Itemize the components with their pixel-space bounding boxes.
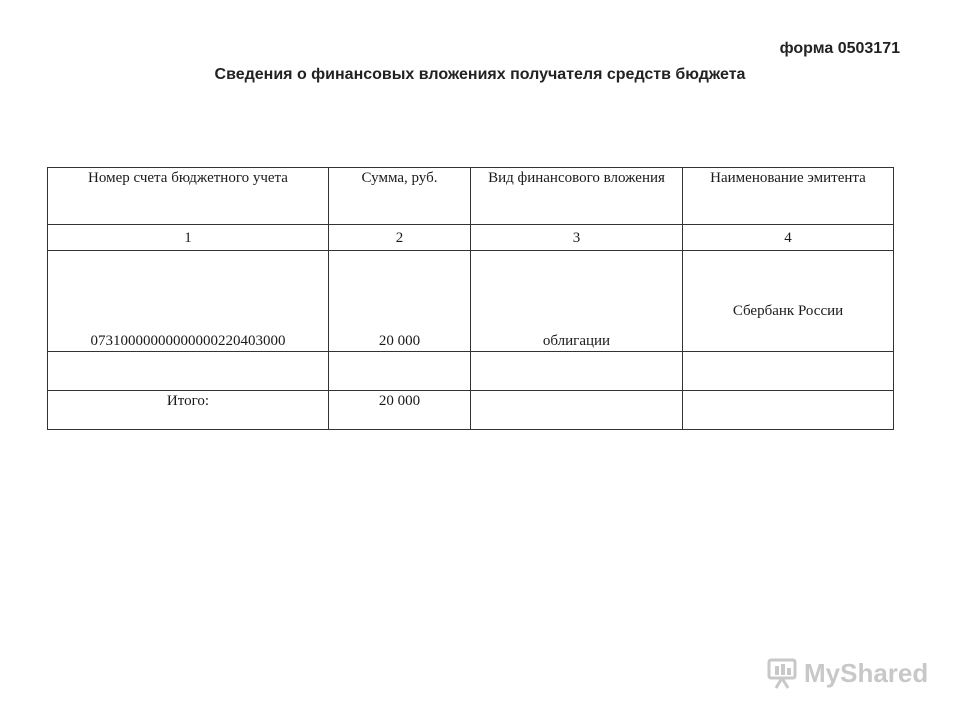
header-issuer: Наименование эмитента	[683, 168, 894, 225]
table-header-row	[48, 168, 894, 225]
column-number: 3	[471, 225, 683, 251]
watermark-text: MyShared	[804, 657, 929, 688]
form-number: форма 0503171	[779, 40, 900, 57]
total-row	[48, 391, 894, 430]
header-investment-type: Вид финансового вложения	[471, 168, 683, 225]
column-number: 4	[683, 225, 894, 251]
empty-cell	[683, 391, 894, 430]
empty-cell	[48, 352, 329, 391]
column-number: 2	[329, 225, 471, 251]
column-number: 1	[48, 225, 329, 251]
total-amount: 20 000	[329, 391, 471, 430]
empty-cell	[683, 352, 894, 391]
table-row	[48, 251, 894, 352]
total-label: Итого:	[48, 391, 329, 430]
presentation-icon	[766, 656, 798, 690]
investment-type-cell: облигации	[471, 251, 683, 352]
account-number-cell: 07310000000000000220403000	[48, 251, 329, 352]
issuer-cell: Сбербанк России	[683, 251, 894, 352]
empty-cell	[471, 352, 683, 391]
empty-row	[48, 352, 894, 391]
document-title: Сведения о финансовых вложениях получателя средств бюджета	[214, 66, 746, 83]
financial-investments-table	[47, 167, 894, 430]
empty-cell	[471, 391, 683, 430]
amount-cell: 20 000	[329, 251, 471, 352]
column-number-row	[48, 225, 894, 251]
watermark	[766, 656, 928, 690]
header-account: Номер счета бюджетного учета	[48, 168, 329, 225]
header-amount: Сумма, руб.	[329, 168, 471, 225]
empty-cell	[329, 352, 471, 391]
